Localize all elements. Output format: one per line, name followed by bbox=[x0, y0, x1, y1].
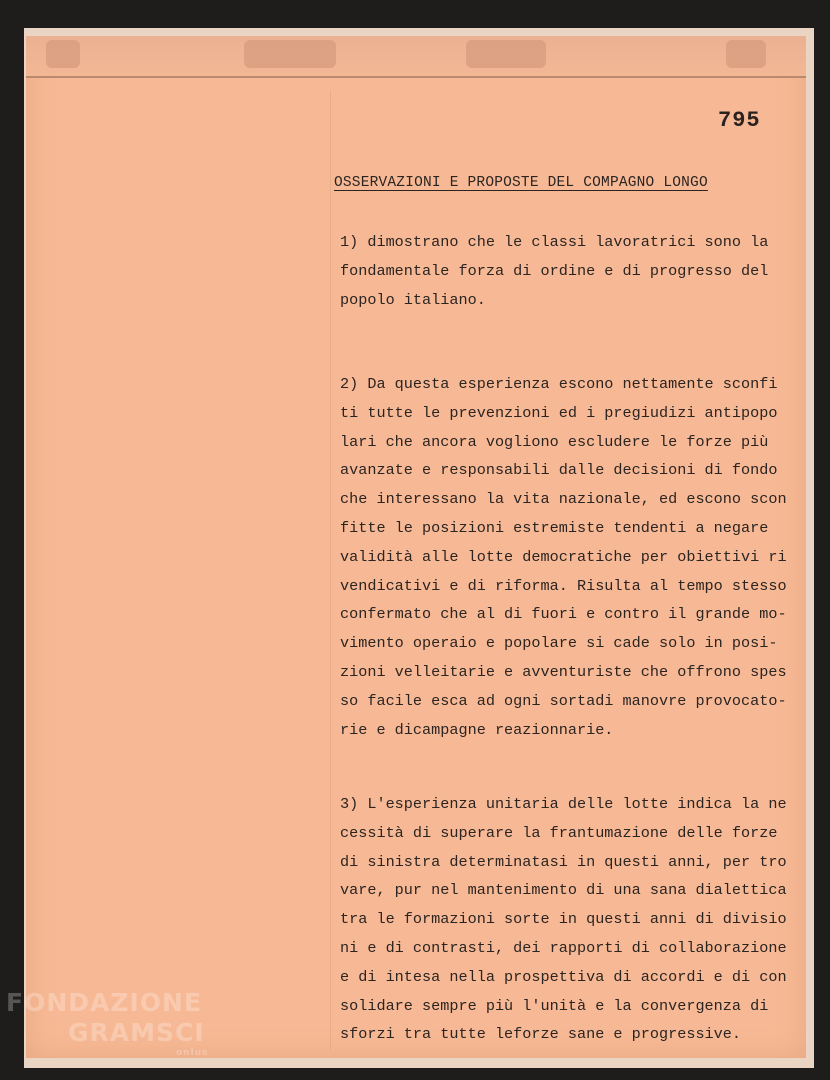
page-number: 795 bbox=[718, 108, 761, 133]
text-line: validità alle lotte democratiche per obiettivi ri bbox=[340, 547, 787, 566]
watermark-line: onlus bbox=[176, 1048, 209, 1058]
text-line: zioni velleitarie e avventuriste che offrono spes bbox=[340, 662, 787, 681]
text-line: solidare sempre più l'unità e la convergenza di bbox=[340, 996, 769, 1015]
text-line: confermato che al di fuori e contro il grande mo- bbox=[340, 605, 787, 624]
text-line: vimento operaio e popolare si cade solo in posi- bbox=[340, 634, 778, 653]
watermark-line: GRAMSCI bbox=[68, 1018, 205, 1047]
text-line: di sinistra determinatasi in questi anni, per tro bbox=[340, 852, 787, 871]
binding-tab bbox=[244, 40, 336, 68]
text-line: sforzi tra tutte leforze sane e progressive. bbox=[340, 1025, 742, 1044]
text-line: ti tutte le prevenzioni ed i pregiudizi antipopo bbox=[340, 403, 778, 422]
binding-tab bbox=[46, 40, 80, 68]
page-fold-line bbox=[330, 90, 331, 1050]
binding-tab bbox=[466, 40, 546, 68]
text-line: vare, pur nel mantenimento di una sana dialettica bbox=[340, 881, 787, 900]
document-title: OSSERVAZIONI E PROPOSTE DEL COMPAGNO LONGO bbox=[334, 175, 708, 191]
page-binding-strip bbox=[26, 36, 806, 78]
text-line: vendicativi e di riforma. Risulta al tempo stesso bbox=[340, 576, 787, 595]
paragraph-2 bbox=[340, 370, 787, 744]
text-line: so facile esca ad ogni sortadi manovre provocato- bbox=[340, 691, 787, 710]
text-line: ni e di contrasti, dei rapporti di collaborazione bbox=[340, 938, 787, 957]
text-line: popolo italiano. bbox=[340, 290, 486, 309]
text-line: avanzate e responsabili dalle decisioni di fondo bbox=[340, 461, 778, 480]
binding-tab bbox=[726, 40, 766, 68]
text-line: e di intesa nella prospettiva di accordi e di con bbox=[340, 967, 787, 986]
text-line: lari che ancora vogliono escludere le forze più bbox=[340, 432, 769, 451]
text-line: cessità di superare la frantumazione delle forze bbox=[340, 823, 778, 842]
text-line: rie e dicampagne reazionnarie. bbox=[340, 720, 614, 739]
fondazione-gramsci-watermark bbox=[6, 988, 208, 1058]
paragraph-1 bbox=[340, 228, 780, 314]
text-line: fitte le posizioni estremiste tendenti a negare bbox=[340, 518, 769, 537]
text-line: che interessano la vita nazionale, ed escono scon bbox=[340, 490, 787, 509]
paragraph-3 bbox=[340, 790, 787, 1049]
text-line: fondamentale forza di ordine e di progresso del bbox=[340, 261, 769, 280]
text-line: 1) dimostrano che le classi lavoratrici sono la bbox=[340, 233, 769, 251]
text-line: 3) L'esperienza unitaria delle lotte indica la ne bbox=[340, 795, 787, 813]
text-line: tra le formazioni sorte in questi anni di divisio bbox=[340, 910, 787, 929]
watermark-line: FONDAZIONE bbox=[6, 988, 203, 1017]
text-line: 2) Da questa esperienza escono nettamente sconfi bbox=[340, 375, 778, 393]
